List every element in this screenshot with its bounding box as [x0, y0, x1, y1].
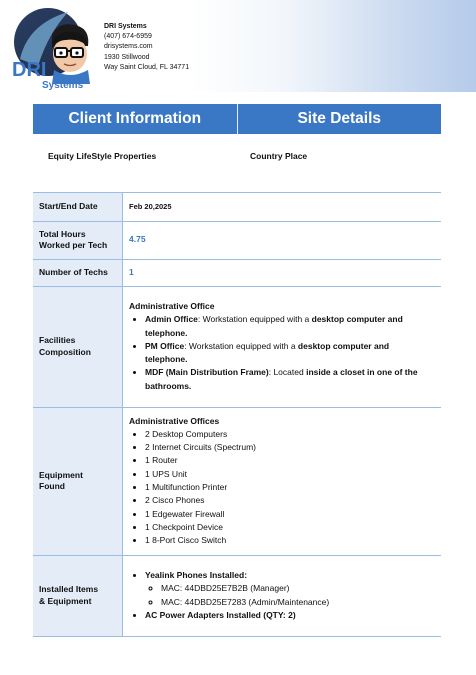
company-website: drisystems.com: [104, 43, 153, 51]
installed-list: [129, 569, 431, 622]
company-phone: (407) 674-6959: [104, 33, 152, 41]
dates-value: Feb 20,2025: [129, 202, 172, 212]
table-row: [33, 259, 441, 286]
hours-label: [33, 221, 123, 259]
mac-item: ◦ MAC: 44DBD25E7283 (Admin/Maintenance): [161, 596, 431, 609]
mac-list: [145, 582, 431, 609]
adapters-item: AC Power Adapters Installed (QTY: 2): [145, 609, 296, 620]
list-item: • 1 Router: [145, 454, 431, 467]
facilities-list: [129, 313, 431, 393]
hours-label-line1: Total Hours: [39, 228, 86, 239]
facilities-value: [123, 286, 442, 407]
phones-title: Yealink Phones Installed:: [145, 569, 248, 580]
mac-item: ◦ MAC: 44DBD25E7B2B (Manager): [161, 582, 431, 595]
list-item: • 1 8-Port Cisco Switch: [145, 534, 431, 547]
company-name: DRI Systems: [104, 23, 147, 30]
site-name: Country Place: [250, 151, 308, 161]
table-row: [33, 193, 441, 221]
installed-label-line2: & Equipment: [39, 595, 92, 606]
hours-value: 4.75: [129, 234, 146, 245]
installed-value: [123, 555, 442, 636]
client-name: Equity LifeStyle Properties: [48, 151, 157, 161]
equipment-label-line1: Equipment: [39, 469, 83, 480]
table-row: [33, 221, 441, 259]
list-item: • 2 Desktop Computers: [145, 428, 431, 441]
logo-text-top: DRI: [12, 59, 47, 81]
equipment-list: [129, 428, 431, 548]
logo-text-bottom: Systems: [42, 80, 84, 90]
installed-label: [33, 555, 123, 636]
table-row: [33, 407, 441, 555]
installed-label-line1: Installed Items: [39, 584, 99, 594]
client-row: [33, 134, 441, 193]
details-table: [33, 193, 441, 637]
list-item: • 2 Cisco Phones: [145, 494, 431, 507]
list-item: • 1 UPS Unit: [145, 468, 431, 481]
facilities-label-line1: Facilities: [39, 335, 76, 345]
facilities-title: Administrative Office: [129, 300, 215, 311]
list-item: • PM Office: Workstation equipped with a desktop computer and telephone.: [145, 340, 431, 367]
equipment-title: Administrative Offices: [129, 415, 220, 426]
list-item: • 2 Internet Circuits (Spectrum): [145, 441, 431, 454]
client-information-heading: Client Information: [33, 104, 238, 134]
company-address-line2: Way Saint Cloud, FL 34771: [104, 63, 190, 71]
dri-logo: [8, 4, 100, 90]
equipment-label: [33, 407, 123, 555]
table-row: [33, 286, 441, 407]
techs-value: 1: [129, 266, 134, 277]
list-item: • 1 Multifunction Printer: [145, 481, 431, 494]
facilities-label-line2: Composition: [39, 346, 91, 357]
list-item: [145, 609, 431, 622]
company-address-line1: 1930 Stillwood: [104, 53, 150, 61]
list-item: • MDF (Main Distribution Frame): Located inside a closet in one of the bathrooms.: [145, 366, 431, 393]
equipment-label-line2: Found: [39, 481, 65, 491]
list-item: • 1 Checkpoint Device: [145, 521, 431, 534]
list-item: [145, 569, 431, 609]
facilities-label: [33, 286, 123, 407]
section-title-bar: [33, 104, 441, 134]
hours-label-line2: Worked per Tech: [39, 240, 108, 250]
site-details-heading: Site Details: [297, 110, 382, 127]
list-item: • Admin Office: Workstation equipped with a desktop computer and telephone.: [145, 313, 431, 340]
techs-label: Number of Techs: [33, 259, 123, 286]
list-item: • 1 Edgewater Firewall: [145, 508, 431, 521]
company-info: [104, 22, 189, 73]
equipment-value: [123, 407, 442, 555]
table-row: [33, 555, 441, 636]
dates-label: Start/End Date: [33, 193, 123, 221]
